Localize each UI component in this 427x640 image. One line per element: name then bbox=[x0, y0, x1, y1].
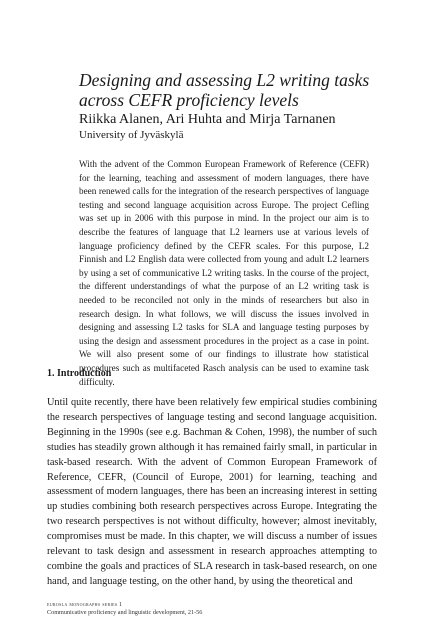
footer-number: 1 bbox=[118, 601, 123, 608]
footer-citation: Communicative proficiency and linguistic development, 21-56 bbox=[47, 608, 203, 616]
abstract: With the advent of the Common European Framework of Reference (CEFR) for the learning, teaching and assessment of modern languages, there have been renewed calls for the integration of the research perspectives of language testing and second language acquisition across Europe. The project Cefling was set up in 2006 with this purpose in mind. In the project our aim is to describe the features of language that L2 learners use at various levels of language proficiency defined by the CEFR scales. For this purpose, L2 Finnish and L2 English data were collected from young and adult L2 learners by using a set of communicative L2 writing tasks. In the course of the project, the different understandings of what the purpose of an L2 writing task is needed to be reconciled not only in the minds of researchers but also in research design. In what follows, we will discuss the issues involved in designing and assessing L2 tasks for SLA and language testing purposes by using the design and assessment procedures in the project as a case in point. We will also present some of our findings to illustrate how statistical procedures such as multifaceted Rasch analysis can be used to examine task difficulty. bbox=[79, 159, 369, 387]
author-list: Riikka Alanen, Ari Huhta and Mirja Tarnanen bbox=[79, 112, 336, 127]
paper-title: Designing and assessing L2 writing tasks across CEFR proficiency levels bbox=[79, 70, 370, 110]
footer-series-line bbox=[47, 601, 202, 609]
affiliation: University of Jyväskylä bbox=[79, 129, 184, 141]
section-heading: 1. Introduction bbox=[47, 368, 112, 379]
footer-series: eurosla monographs series bbox=[47, 601, 118, 608]
body-paragraph: Until quite recently, there have been relatively few empirical studies combining the research perspectives of language testing and second language acquisition. Beginning in the 1990s (see e.g. Bachman & Cohen, 1998), the number of such studies has steadily grown although it has remained fairly small, in particular in task-based research. With the advent of Common European Framework of Reference, CEFR, (Council of Europe, 2001) for learning, teaching and assessment of modern languages, there has been an increasing interest in setting up studies combining both research perspectives across Europe. Integrating the two research perspectives is not without difficulty, however; almost inevitably, compromises must be made. In this chapter, we will discuss a number of issues relevant to task design and assessment in research approaches attempting to combine the goals and practices of SLA research in task-based research, on one hand, and language testing, on the other hand, by using the theoretical and bbox=[47, 397, 377, 587]
page-footer bbox=[47, 601, 202, 616]
